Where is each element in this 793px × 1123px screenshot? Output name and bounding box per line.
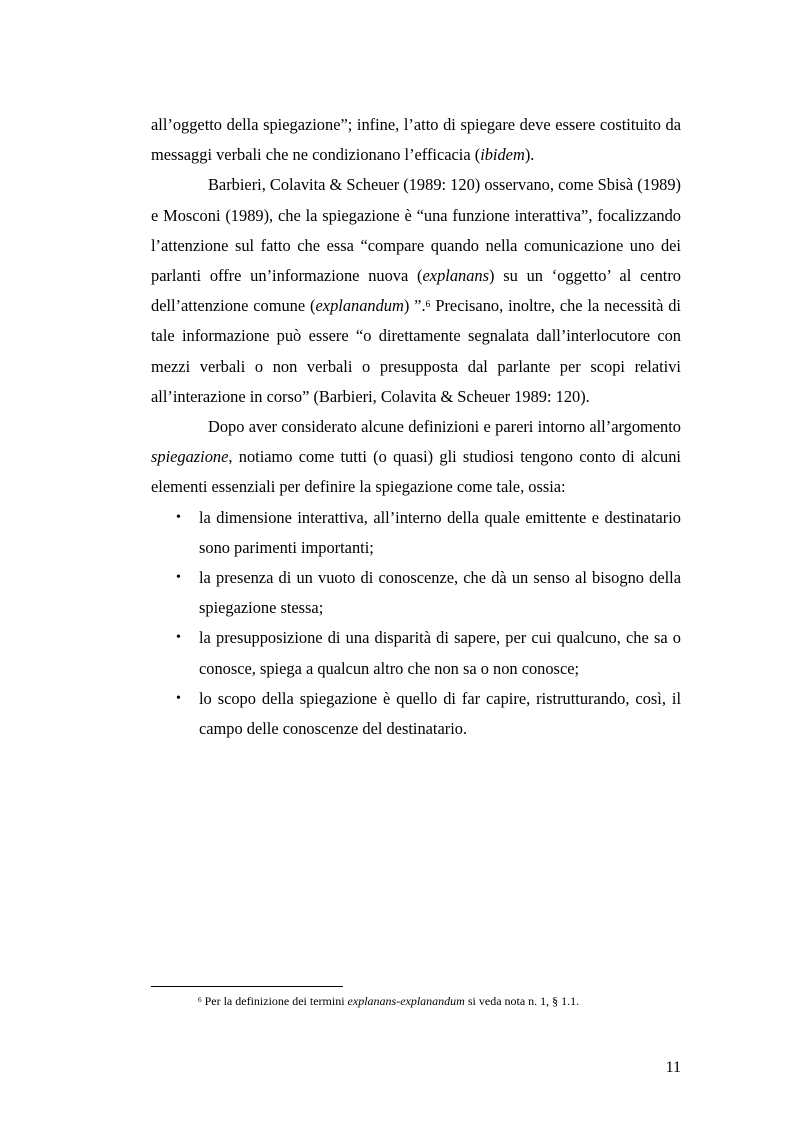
ibidem-italic: ibidem [480,145,525,165]
paragraph-2-text-a: Barbieri, Colavita & Scheuer (1989: 120) osservano, come Sbisà (1989) e Mosconi (1989), che la spiegazione è “una funzione interattiva”, focalizzando l’attenzione sul fatto che essa “compare quando nella comunicazione uno dei parlanti offre un’informazione nuova ( [151,175,681,286]
list-item [151,563,681,623]
bullet-icon: • [176,570,181,586]
list-item-text: la dimensione interattiva, all’interno della quale emittente e destinatario sono parimenti importanti; [199,507,681,557]
bullet-list [151,503,681,745]
body-text [151,110,681,744]
paragraph-3 [151,412,681,503]
paragraph-2 [151,170,681,412]
list-item-text: la presupposizione di una disparità di sapere, per cui qualcuno, che sa o conosce, spiega a qualcun altro che non sa o non conosce; [199,628,681,678]
footnote-text-b: si veda nota n. 1, § 1.1. [464,994,580,1008]
paragraph-1-end: ). [524,145,535,165]
footnote-number: 6 [198,995,202,1004]
list-item [151,684,681,744]
footnote-reference[interactable]: 6 [425,298,431,310]
explanans-italic: explanans [422,266,489,286]
list-item [151,503,681,563]
list-item [151,623,681,683]
footnote-text-a: Per la definizione dei termini [201,994,348,1008]
paragraph-2-text-c: ) ”. [403,296,426,316]
paragraph-1 [151,110,681,170]
explanandum-italic: explanandum [315,296,404,316]
paragraph-3-text-b: , notiamo come tutti (o quasi) gli studiosi tengono conto di alcuni elementi essenziali per definire la spiegazione come tale, ossia: [151,447,681,497]
bullet-icon: • [176,509,181,525]
paragraph-2-text-b: ) su un ‘oggetto’ al centro dell’attenzione comune ( [151,266,681,316]
list-item-text: la presenza di un vuoto di conoscenze, che dà un senso al bisogno della spiegazione stessa; [199,568,681,618]
spiegazione-italic: spiegazione [151,447,229,467]
paragraph-2-text-d: Precisano, inoltre, che la necessità di tale informazione può essere “o direttamente segnalata dall’interlocutore con mezzi verbali o non verbali o presupposta dal parlante per scopi relativi all’interazione in corso” (Barbieri, Colavita & Scheuer 1989: 120). [151,296,681,406]
bullet-icon: • [176,690,181,706]
footnote-separator [151,986,343,987]
footnote-italic-terms: explanans-explanandum [347,994,465,1008]
paragraph-1-text: all’oggetto della spiegazione”; infine, l’atto di spiegare deve essere costituito da messaggi verbali che ne condizionano l’efficacia ( [151,115,681,165]
bullet-icon: • [176,630,181,646]
footnote [198,993,681,1009]
paragraph-3-text-a: Dopo aver considerato alcune definizioni e pareri intorno all’argomento [208,417,681,437]
page-number: 11 [665,1059,681,1076]
list-item-text: lo scopo della spiegazione è quello di far capire, ristrutturando, così, il campo delle conoscenze del destinatario. [199,688,681,739]
